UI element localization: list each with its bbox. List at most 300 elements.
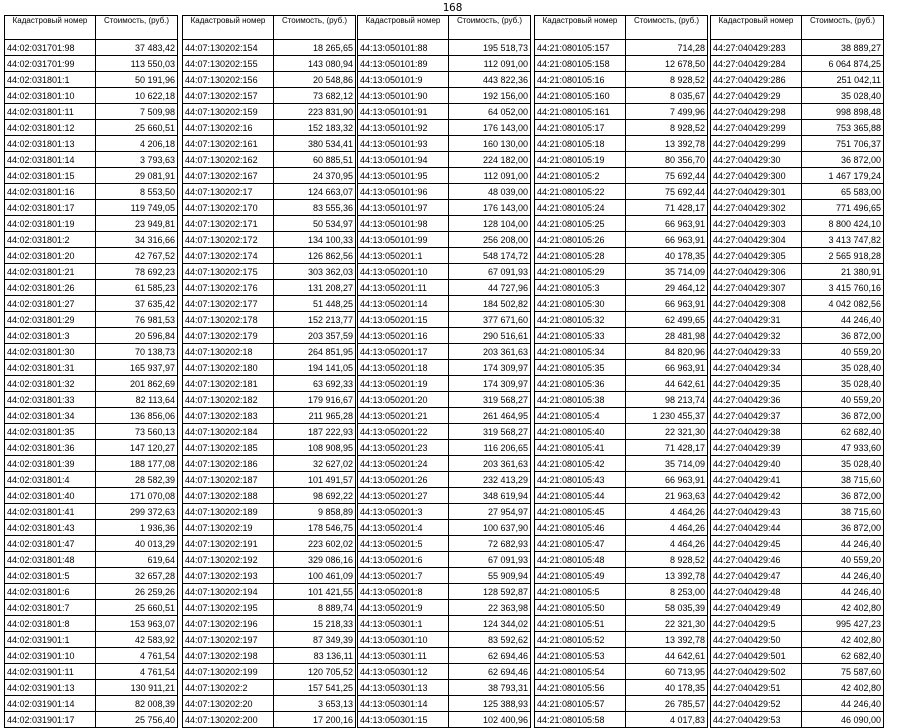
cost-cell: 70 138,73 (96, 344, 178, 360)
table-row (535, 392, 708, 408)
table-row (183, 440, 356, 456)
cadastral-number-cell: 44:27:040429:305 (711, 248, 802, 264)
cost-cell: 83 555,36 (274, 200, 356, 216)
cadastral-table (4, 15, 178, 728)
cost-cell: 22 321,30 (626, 616, 708, 632)
table-row (183, 40, 356, 56)
cost-cell: 36 872,00 (802, 152, 884, 168)
table-row (535, 440, 708, 456)
table-row (711, 392, 884, 408)
table-row (183, 472, 356, 488)
cost-cell: 38 889,27 (802, 40, 884, 56)
page-number: 168 (442, 1, 463, 14)
cost-cell: 203 357,59 (274, 328, 356, 344)
cost-cell: 192 156,00 (449, 88, 531, 104)
cost-cell: 24 370,95 (274, 168, 356, 184)
table-row (535, 712, 708, 728)
cost-cell: 201 862,69 (96, 376, 178, 392)
table-row (183, 584, 356, 600)
cost-cell: 35 028,40 (802, 376, 884, 392)
cadastral-number-cell: 44:02:031801:34 (5, 408, 96, 424)
cadastral-number-cell: 44:07:130202:193 (183, 568, 274, 584)
table-row (535, 72, 708, 88)
cost-cell: 26 785,57 (626, 696, 708, 712)
cost-cell: 8 928,52 (626, 120, 708, 136)
cost-cell: 73 682,12 (274, 88, 356, 104)
cadastral-number-cell: 44:27:040429:31 (711, 312, 802, 328)
cost-cell: 8 889,74 (274, 600, 356, 616)
cadastral-number-cell: 44:02:031801:20 (5, 248, 96, 264)
cost-cell: 4 761,54 (96, 648, 178, 664)
table-row (5, 344, 178, 360)
table-row (183, 296, 356, 312)
cadastral-number-cell: 44:07:130202:19 (183, 520, 274, 536)
table-row (5, 104, 178, 120)
table-row (358, 520, 531, 536)
cost-cell: 188 177,08 (96, 456, 178, 472)
table-row (5, 520, 178, 536)
cost-cell: 42 402,80 (802, 680, 884, 696)
cost-cell: 32 657,28 (96, 568, 178, 584)
cost-cell: 303 362,03 (274, 264, 356, 280)
cadastral-number-cell: 44:02:031801:15 (5, 168, 96, 184)
cadastral-number-cell: 44:13:050201:18 (358, 360, 449, 376)
cost-cell: 27 954,97 (449, 504, 531, 520)
table-row (5, 408, 178, 424)
table-row (183, 136, 356, 152)
table-row (535, 312, 708, 328)
cost-cell: 63 692,33 (274, 376, 356, 392)
cost-cell: 62 499,65 (626, 312, 708, 328)
table-row (535, 696, 708, 712)
cost-cell: 83 136,11 (274, 648, 356, 664)
cost-cell: 751 706,37 (802, 136, 884, 152)
cadastral-number-cell: 44:21:080105:33 (535, 328, 626, 344)
cost-cell: 4 206,18 (96, 136, 178, 152)
table-row (183, 344, 356, 360)
cadastral-number-cell: 44:21:080105:52 (535, 632, 626, 648)
cadastral-number-cell: 44:27:040429:45 (711, 536, 802, 552)
cadastral-number-cell: 44:27:040429:38 (711, 424, 802, 440)
cadastral-number-cell: 44:21:080105:26 (535, 232, 626, 248)
table-row (183, 264, 356, 280)
cadastral-number-cell: 44:13:050101:98 (358, 216, 449, 232)
cost-cell: 44 246,40 (802, 696, 884, 712)
table-row (535, 344, 708, 360)
cadastral-number-cell: 44:13:050201:6 (358, 552, 449, 568)
cost-cell: 443 822,36 (449, 72, 531, 88)
cadastral-number-cell: 44:27:040429:304 (711, 232, 802, 248)
cadastral-number-cell: 44:21:080105:160 (535, 88, 626, 104)
cost-cell: 20 596,84 (96, 328, 178, 344)
table-row (183, 520, 356, 536)
cost-cell: 13 392,78 (626, 632, 708, 648)
cadastral-number-cell: 44:21:080105:19 (535, 152, 626, 168)
cost-cell: 251 042,11 (802, 72, 884, 88)
cost-cell: 26 259,26 (96, 584, 178, 600)
cadastral-number-cell: 44:21:080105:30 (535, 296, 626, 312)
cadastral-number-cell: 44:07:130202:18 (183, 344, 274, 360)
table-row (358, 536, 531, 552)
cost-cell: 4 464,26 (626, 520, 708, 536)
table-row (535, 616, 708, 632)
cost-cell: 120 705,52 (274, 664, 356, 680)
table-row (358, 568, 531, 584)
cost-cell: 203 361,63 (449, 456, 531, 472)
cadastral-number-cell: 44:27:040429:32 (711, 328, 802, 344)
cost-cell: 211 965,28 (274, 408, 356, 424)
table-row (711, 648, 884, 664)
cost-cell: 152 213,77 (274, 312, 356, 328)
cadastral-number-cell: 44:13:050301:11 (358, 648, 449, 664)
cost-cell: 25 756,40 (96, 712, 178, 728)
cost-cell: 37 635,42 (96, 296, 178, 312)
cadastral-number-cell: 44:07:130202:177 (183, 296, 274, 312)
cadastral-number-cell: 44:27:040429:301 (711, 184, 802, 200)
header-cadastral-number: Кадастровый номер (358, 16, 449, 40)
cadastral-number-cell: 44:21:080105:58 (535, 712, 626, 728)
table-row (358, 136, 531, 152)
cost-cell: 15 218,33 (274, 616, 356, 632)
table-row (358, 424, 531, 440)
cadastral-number-cell: 44:21:080105:44 (535, 488, 626, 504)
table-row (711, 472, 884, 488)
cadastral-number-cell: 44:07:130202:196 (183, 616, 274, 632)
cost-cell: 377 671,60 (449, 312, 531, 328)
table-row (358, 616, 531, 632)
table-row (535, 56, 708, 72)
cost-cell: 25 660,51 (96, 600, 178, 616)
cadastral-number-cell: 44:02:031801:32 (5, 376, 96, 392)
table-row (358, 504, 531, 520)
cadastral-number-cell: 44:21:080105:28 (535, 248, 626, 264)
cost-cell: 61 585,23 (96, 280, 178, 296)
cadastral-number-cell: 44:02:031901:13 (5, 680, 96, 696)
cadastral-number-cell: 44:07:130202:178 (183, 312, 274, 328)
cost-cell: 25 660,51 (96, 120, 178, 136)
cadastral-number-cell: 44:21:080105:50 (535, 600, 626, 616)
table-row (711, 264, 884, 280)
table-row (358, 600, 531, 616)
cost-cell: 174 309,97 (449, 360, 531, 376)
cost-cell: 36 872,00 (802, 520, 884, 536)
table-row (535, 152, 708, 168)
cadastral-number-cell: 44:27:040429:307 (711, 280, 802, 296)
cost-cell: 20 548,86 (274, 72, 356, 88)
table-row (358, 648, 531, 664)
cadastral-number-cell: 44:13:050201:14 (358, 296, 449, 312)
cadastral-number-cell: 44:07:130202:157 (183, 88, 274, 104)
cadastral-number-cell: 44:02:031801:40 (5, 488, 96, 504)
cost-cell: 3 793,63 (96, 152, 178, 168)
table-row (711, 552, 884, 568)
cost-cell: 319 568,27 (449, 392, 531, 408)
table-row (183, 392, 356, 408)
cost-cell: 4 017,83 (626, 712, 708, 728)
table-row (358, 40, 531, 56)
table-row (535, 488, 708, 504)
cadastral-number-cell: 44:21:080105:5 (535, 584, 626, 600)
cost-cell: 62 682,40 (802, 648, 884, 664)
cadastral-number-cell: 44:13:050101:92 (358, 120, 449, 136)
cost-cell: 329 086,16 (274, 552, 356, 568)
cost-cell: 35 714,09 (626, 264, 708, 280)
table-row (711, 504, 884, 520)
cost-cell: 42 767,52 (96, 248, 178, 264)
cost-cell: 60 713,95 (626, 664, 708, 680)
table-row (535, 648, 708, 664)
cost-cell: 256 208,00 (449, 232, 531, 248)
cost-cell: 380 534,41 (274, 136, 356, 152)
cadastral-number-cell: 44:13:050101:9 (358, 72, 449, 88)
cadastral-number-cell: 44:02:031901:14 (5, 696, 96, 712)
cadastral-number-cell: 44:02:031801:19 (5, 216, 96, 232)
table-row (711, 312, 884, 328)
cost-cell: 83 592,62 (449, 632, 531, 648)
cost-cell: 112 091,00 (449, 168, 531, 184)
cadastral-number-cell: 44:13:050101:93 (358, 136, 449, 152)
cost-cell: 998 898,48 (802, 104, 884, 120)
cadastral-number-cell: 44:02:031801:35 (5, 424, 96, 440)
cost-cell: 10 622,18 (96, 88, 178, 104)
table-row (535, 296, 708, 312)
table-row (711, 568, 884, 584)
cost-cell: 40 178,35 (626, 680, 708, 696)
table-row (535, 232, 708, 248)
cost-cell: 44 246,40 (802, 312, 884, 328)
cost-cell: 290 516,61 (449, 328, 531, 344)
table-row (5, 536, 178, 552)
cost-cell: 44 246,40 (802, 536, 884, 552)
cost-cell: 128 592,87 (449, 584, 531, 600)
cost-cell: 40 178,35 (626, 248, 708, 264)
cost-cell: 65 583,00 (802, 184, 884, 200)
cost-cell: 3 413 747,82 (802, 232, 884, 248)
table-row (5, 504, 178, 520)
table-row (358, 472, 531, 488)
cost-cell: 112 091,00 (449, 56, 531, 72)
table-row (535, 40, 708, 56)
cost-cell: 184 502,82 (449, 296, 531, 312)
cost-cell: 29 464,12 (626, 280, 708, 296)
cadastral-number-cell: 44:21:080105:38 (535, 392, 626, 408)
table-row (183, 424, 356, 440)
cadastral-number-cell: 44:13:050201:17 (358, 344, 449, 360)
table-row (711, 680, 884, 696)
cost-cell: 23 949,81 (96, 216, 178, 232)
cadastral-number-cell: 44:13:050201:22 (358, 424, 449, 440)
cost-cell: 29 081,91 (96, 168, 178, 184)
cost-cell: 62 694,46 (449, 664, 531, 680)
cadastral-number-cell: 44:02:031901:1 (5, 632, 96, 648)
cost-cell: 21 963,63 (626, 488, 708, 504)
cadastral-number-cell: 44:27:040429:284 (711, 56, 802, 72)
cadastral-number-cell: 44:07:130202:184 (183, 424, 274, 440)
cadastral-number-cell: 44:02:031801:41 (5, 504, 96, 520)
cadastral-number-cell: 44:02:031801:39 (5, 456, 96, 472)
cost-cell: 136 856,06 (96, 408, 178, 424)
cadastral-number-cell: 44:07:130202:156 (183, 72, 274, 88)
table-row (535, 600, 708, 616)
cadastral-number-cell: 44:21:080105:36 (535, 376, 626, 392)
cost-cell: 98 692,22 (274, 488, 356, 504)
table-row (183, 360, 356, 376)
cadastral-number-cell: 44:13:050201:9 (358, 600, 449, 616)
cadastral-number-cell: 44:02:031701:99 (5, 56, 96, 72)
table-row (711, 664, 884, 680)
cost-cell: 153 963,07 (96, 616, 178, 632)
cost-cell: 152 183,32 (274, 120, 356, 136)
cadastral-number-cell: 44:27:040429:36 (711, 392, 802, 408)
table-row (5, 72, 178, 88)
table-row (711, 424, 884, 440)
cost-cell: 143 080,94 (274, 56, 356, 72)
cadastral-number-cell: 44:02:031801:16 (5, 184, 96, 200)
table-row (711, 344, 884, 360)
cost-cell: 9 858,89 (274, 504, 356, 520)
table-row (358, 104, 531, 120)
cadastral-number-cell: 44:21:080105:40 (535, 424, 626, 440)
cadastral-number-cell: 44:27:040429:52 (711, 696, 802, 712)
cadastral-number-cell: 44:21:080105:161 (535, 104, 626, 120)
cost-cell: 176 143,00 (449, 200, 531, 216)
table-row (5, 264, 178, 280)
cost-cell: 128 104,00 (449, 216, 531, 232)
table-row (535, 552, 708, 568)
cost-cell: 40 559,20 (802, 552, 884, 568)
table-row (183, 184, 356, 200)
cadastral-number-cell: 44:13:050201:26 (358, 472, 449, 488)
cadastral-number-cell: 44:13:050101:91 (358, 104, 449, 120)
cadastral-number-cell: 44:07:130202:162 (183, 152, 274, 168)
table-row (183, 216, 356, 232)
cost-cell: 35 028,40 (802, 88, 884, 104)
table-row (535, 536, 708, 552)
cadastral-number-cell: 44:27:040429:42 (711, 488, 802, 504)
cadastral-number-cell: 44:27:040429:35 (711, 376, 802, 392)
cadastral-number-cell: 44:02:031801:8 (5, 616, 96, 632)
cadastral-number-cell: 44:13:050101:96 (358, 184, 449, 200)
cadastral-number-cell: 44:13:050201:15 (358, 312, 449, 328)
cost-cell: 42 583,92 (96, 632, 178, 648)
cadastral-number-cell: 44:21:080105:56 (535, 680, 626, 696)
table-row (5, 648, 178, 664)
cadastral-number-cell: 44:07:130202:181 (183, 376, 274, 392)
table-row (183, 152, 356, 168)
cadastral-number-cell: 44:02:031801:21 (5, 264, 96, 280)
cadastral-number-cell: 44:27:040429:298 (711, 104, 802, 120)
cadastral-number-cell: 44:27:040429:51 (711, 680, 802, 696)
cost-cell: 40 559,20 (802, 344, 884, 360)
cadastral-number-cell: 44:13:050201:4 (358, 520, 449, 536)
cadastral-number-cell: 44:13:050101:99 (358, 232, 449, 248)
cadastral-number-cell: 44:21:080105:34 (535, 344, 626, 360)
cost-cell: 8 035,67 (626, 88, 708, 104)
cadastral-table (182, 15, 356, 728)
cadastral-number-cell: 44:07:130202:198 (183, 648, 274, 664)
cost-cell: 7 499,96 (626, 104, 708, 120)
cadastral-number-cell: 44:07:130202:16 (183, 120, 274, 136)
table-row (183, 536, 356, 552)
table-row (5, 88, 178, 104)
cadastral-number-cell: 44:07:130202:17 (183, 184, 274, 200)
cadastral-number-cell: 44:21:080105:29 (535, 264, 626, 280)
cost-cell: 4 761,54 (96, 664, 178, 680)
cadastral-number-cell: 44:07:130202:159 (183, 104, 274, 120)
cost-cell: 66 963,91 (626, 232, 708, 248)
cadastral-number-cell: 44:27:040429:300 (711, 168, 802, 184)
table-row (358, 712, 531, 728)
table-row (711, 152, 884, 168)
table-row (711, 408, 884, 424)
cost-cell: 1 936,36 (96, 520, 178, 536)
cadastral-number-cell: 44:07:130202:174 (183, 248, 274, 264)
cadastral-number-cell: 44:07:130202:155 (183, 56, 274, 72)
cost-cell: 125 388,93 (449, 696, 531, 712)
table-row (711, 712, 884, 728)
cost-cell: 187 222,93 (274, 424, 356, 440)
table-row (711, 600, 884, 616)
cost-cell: 32 627,02 (274, 456, 356, 472)
table-row (183, 72, 356, 88)
cadastral-number-cell: 44:27:040429:299 (711, 136, 802, 152)
table-row (358, 120, 531, 136)
cost-cell: 36 872,00 (802, 488, 884, 504)
cost-cell: 160 130,00 (449, 136, 531, 152)
cadastral-number-cell: 44:21:080105:24 (535, 200, 626, 216)
cost-cell: 38 715,60 (802, 472, 884, 488)
table-row (711, 456, 884, 472)
cost-cell: 224 182,00 (449, 152, 531, 168)
cadastral-number-cell: 44:07:130202:179 (183, 328, 274, 344)
cost-cell: 71 428,17 (626, 200, 708, 216)
cadastral-number-cell: 44:27:040429:303 (711, 216, 802, 232)
cost-cell: 18 265,65 (274, 40, 356, 56)
cadastral-number-cell: 44:07:130202:185 (183, 440, 274, 456)
table-row (358, 264, 531, 280)
table-row (5, 440, 178, 456)
cost-cell: 12 678,50 (626, 56, 708, 72)
table-row (358, 664, 531, 680)
cadastral-number-cell: 44:27:040429:47 (711, 568, 802, 584)
table-row (535, 584, 708, 600)
table-row (183, 456, 356, 472)
cost-cell: 548 174,72 (449, 248, 531, 264)
table-row (5, 120, 178, 136)
table-row (711, 200, 884, 216)
cost-cell: 28 582,39 (96, 472, 178, 488)
cadastral-number-cell: 44:13:050301:13 (358, 680, 449, 696)
cadastral-number-cell: 44:13:050201:11 (358, 280, 449, 296)
cost-cell: 116 206,65 (449, 440, 531, 456)
cadastral-number-cell: 44:02:031801:31 (5, 360, 96, 376)
cadastral-number-cell: 44:27:040429:302 (711, 200, 802, 216)
table-row (183, 168, 356, 184)
cadastral-number-cell: 44:13:050201:16 (358, 328, 449, 344)
cadastral-number-cell: 44:13:050201:3 (358, 504, 449, 520)
cost-cell: 44 246,40 (802, 568, 884, 584)
table-row (535, 88, 708, 104)
table-row (358, 184, 531, 200)
cost-cell: 101 421,55 (274, 584, 356, 600)
table-row (5, 312, 178, 328)
cadastral-number-cell: 44:27:040429:41 (711, 472, 802, 488)
cadastral-number-cell: 44:07:130202:200 (183, 712, 274, 728)
table-row (358, 296, 531, 312)
cadastral-number-cell: 44:27:040429:33 (711, 344, 802, 360)
table-row (5, 216, 178, 232)
cost-cell: 28 481,98 (626, 328, 708, 344)
